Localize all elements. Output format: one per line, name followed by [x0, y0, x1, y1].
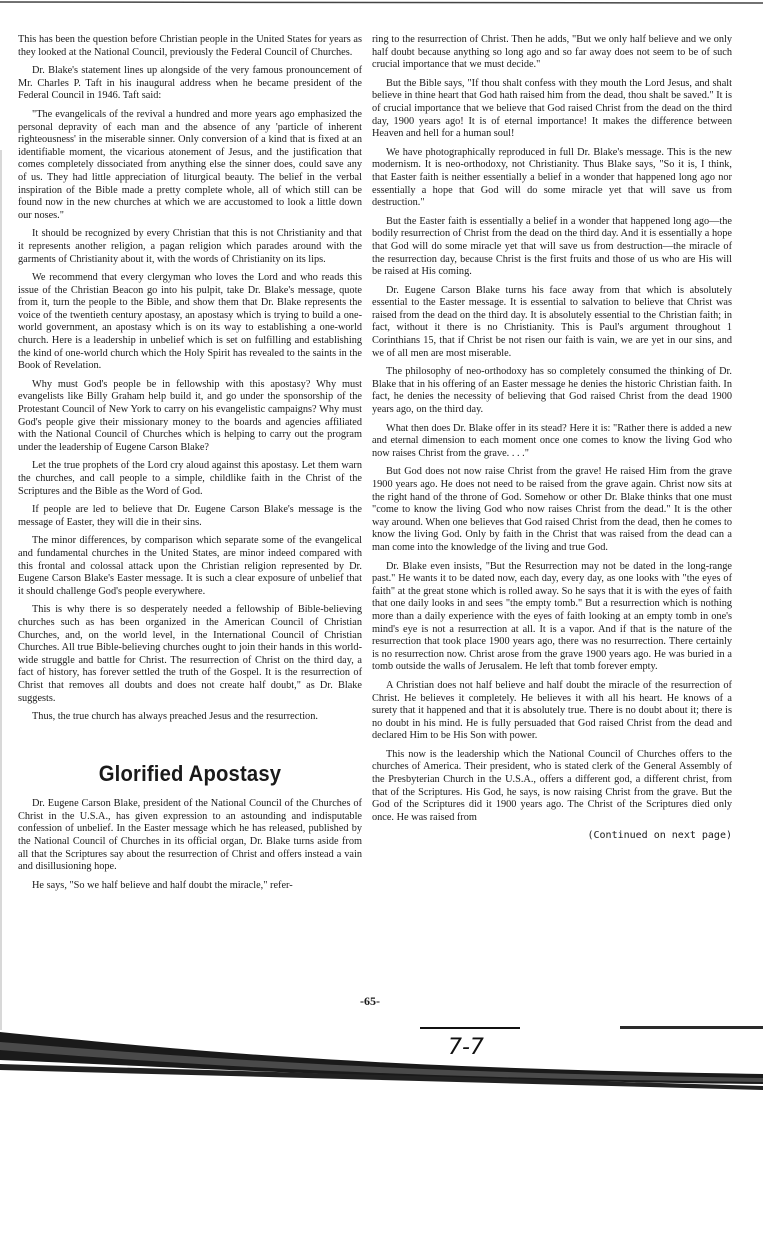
paragraph: Dr. Eugene Carson Blake, president of the National Council of the Churches of Christ in the U.S.A., has given expression to an astounding and indisputable confession of unbelief. In the Easter message which he has released, published by the National Council of Churches in its official organ, Dr. Blake turns aside from all that the Scriptures say about the resurrection of Christ and offers instead a vain and disillusioning hope.: [18, 798, 362, 873]
paragraph: But the Easter faith is essentially a belief in a wonder that happened long ago—the bodily resurrection of Christ from the dead on the third day. And it is essentially a hope that God will do some miracle yet that will save us from destruction—the miracle of the resurrection day, because Christ is the first fruits and those of us who are His will be raised at His coming.: [372, 215, 732, 278]
left-column: [18, 34, 362, 898]
left-margin-shadow: [0, 150, 2, 1050]
paragraph: This now is the leadership which the National Council of Churches offers to the churches of America. Their president, who is stated clerk of the General Assembly of the Presbyterian Church in the U.S.A., offers a different god, a different christ, from that of the Scriptures. His God, he says, is now raising Christ from the grave. But the God of the Scriptures did it 1900 years ago. The Christ of the Scriptures died only once. He was raised from: [372, 748, 732, 823]
paragraph: What then does Dr. Blake offer in its stead? Here it is: "Rather there is added a new and eternal dimension to each moment once one comes to know the living God who now raises Christ from the grave. . . .": [372, 422, 732, 459]
paragraph: But God does not now raise Christ from the grave! He raised Him from the grave 1900 years ago. He does not need to be raised from the grave again. Christ now sits at the right hand of the throne of God. Somehow or other Dr. Blake thinks that one must "come to know the living God who now raises Christ from the dead." It is the other way around. When one believes that God raised Christ from the dead, then he comes to know the living God. Only by faith in the Christ that was raised from the dead can a man come into the knowledge of the living and true God.: [372, 466, 732, 553]
paragraph: Dr. Blake's statement lines up alongside of the very famous pronouncement of Mr. Charles P. Taft in his inaugural address when he became president of the Federal Council in 1946. Taft said:: [18, 65, 362, 102]
paragraph: The minor differences, by comparison which separate some of the evangelical and fundamental churches in the United States, are minor indeed compared with this frontal and colossal attack upon the Christian religion represented by Dr. Eugene Carson Blake's Easter message. It is such a clear exposure of unbelief that it should challenge God's people everywhere.: [18, 535, 362, 597]
paragraph: "The evangelicals of the revival a hundred and more years ago emphasized the personal depravity of each man and the absence of any 'particle of inherent righteousness' in the miserable sinner. Only conversion of a kind that is fixed at an identifiable moment, the vicarious atonement of Jesus, and the justification that comes completely dissociated from anything else the sinner does, could save any of us. They had little appreciation of liturgical beauty. The belief in the verbal inspiration of the Bible made a pretty complete whole, all of which still can be found now in the new churches at which we are accustomed to look a little down our noses.": [18, 108, 362, 221]
paragraph: This has been the question before Christian people in the United States for years as they looked at the National Council, previously the Federal Council of Churches.: [18, 34, 362, 58]
paragraph: Why must God's people be in fellowship with this apostasy? Why must evangelists like Billy Graham help build it, and go under the sponsorship of the Protestant Council of New York to carry on his evangelistic campaigns? Why must God's people give their missionary money to the boards and agencies affiliated with the National Council of Churches which is helping to carry out the program under the leadership of Eugene Carson Blake?: [18, 378, 362, 453]
page-number: -65-: [360, 994, 380, 1008]
left-column-body: [18, 34, 362, 724]
paragraph: A Christian does not half believe and half doubt the miracle of the resurrection of Christ. He believes it completely. He believes it with all his heart. He knows of a surety that it happened and that it is absolutely true. There is no doubt about it; there is no doubt in his mind. He is fully persuaded that God raised Christ from the dead and declared Him to be His Son with power.: [372, 679, 732, 742]
paragraph: It should be recognized by every Christian that this is not Christianity and that it represents another religion, a pagan religion which parades around with the garments of Christianity about it, with the words of Christianity on its lips.: [18, 228, 362, 265]
paragraph: If people are led to believe that Dr. Eugene Carson Blake's message is the message of Easter, they will die in their sins.: [18, 504, 362, 528]
paragraph: Dr. Eugene Carson Blake turns his face away from that which is absolutely essential to the Easter message. It is essential to salvation to believe that Christ was raised from the dead on the third day. It is absolutely essential to the Christian faith; in fact, without it there is no Christianity. This is Paul's argument throughout 1 Corinthians 15, that if Christ be not risen our faith is vain, we are yet in our sins, and we of all men are most miserable.: [372, 284, 732, 359]
paragraph: This is why there is so desperately needed a fellowship of Bible-believing churches such as has been organized in the American Council of Christian Churches, and, on the world level, in the International Council of Christian Churches. All true Bible-believing churches ought to join their hands in this world-wide struggle and battle for Christ. The resurrection of Christ on the third day, a fact of history, has forever settled the truth of the Gospel. It is the resurrection of Christ that removes all doubts and does not create half doubt," as Dr. Blake suggests.: [18, 604, 362, 704]
top-rule: [0, 0, 763, 6]
paragraph: ring to the resurrection of Christ. Then he adds, "But we only half believe and we only half doubt because anything so long ago and so far away does not seem to be of such crucial importance that we must decide.": [372, 34, 732, 71]
paragraph: But the Bible says, "If thou shalt confess with they mouth the Lord Jesus, and shalt believe in thine heart that God hath raised him from the dead, thou shalt be saved." It is of crucial importance that we believe that God raised Christ from the dead on the third day, 1900 years ago! It is of eternal importance! It makes the difference between Heaven and hell for a human soul!: [372, 77, 732, 140]
paragraph: The philosophy of neo-orthodoxy has so completely consumed the thinking of Dr. Blake that in his offering of an Easter message he denies the historic Christian faith. In fact, he denies the necessity of believing that God raised Christ from the dead 1900 years ago, on the third day.: [372, 366, 732, 416]
paragraph: Let the true prophets of the Lord cry aloud against this apostasy. Let them warn the churches, and call people to a simple, childlike faith in the Christ of the Scriptures and the Bible as the Word of God.: [18, 460, 362, 497]
paragraph: Thus, the true church has always preached Jesus and the resurrection.: [32, 711, 318, 723]
article-heading: Glorified Apostasy: [98, 760, 282, 786]
paragraph: Dr. Blake even insists, "But the Resurrection may not be dated in the long-range past." He wants it to be dated now, each day, every day, as one looks with "the eyes of faith" at the great stone which is rolled away. So he says that it is with the eyes of faith that one daily looks in and sees "the empty tomb." But a resurrection which is nothing more than a daily experience with the eyes of faith looking at an empty tomb in one's mind's eye is not a resurrection at all. It is a vapor. And if that is the nature of the resurrection that took place 1900 years ago, there was no resurrection. There certainly is no resurrection now. Christ arose from the grave 1900 years ago. He was buried in a tomb outside the walls of Jerusalem. He left that tomb forever empty.: [372, 560, 732, 673]
footer-scan-band: [0, 1020, 763, 1100]
paragraph: We recommend that every clergyman who loves the Lord and who reads this issue of the Christian Beacon go into his pulpit, take Dr. Blake's message, quote from it, turn the people to the Bible, and show them that Dr. Blake represents the voice of the twentieth century apostasy, an apostasy which is trying to build a one-world government, an apostasy which is on its way to establishing a one-world church. Here is a leadership in unbelief which is set on fulfilling and establishing the kind of one-world church which the Holy Spirit has revealed to the saints in the Book of Revelation.: [18, 272, 362, 372]
paragraph: He says, "So we half believe and half doubt the miracle," refer-: [32, 879, 293, 891]
footer-mark: 7-7: [448, 1035, 484, 1060]
paragraph: We have photographically reproduced in full Dr. Blake's message. This is the new modernism. It is neo-orthodoxy, not Christianity. Thus Blake says, "So it is, I think, that Easter faith is neither essentially a belief in a wonder that happened long ago nor essentially a hope that God will do some miracle yet that will save us from destruction.": [372, 146, 732, 209]
article-intro: [18, 798, 362, 892]
right-column: [372, 34, 732, 843]
continued-note: (Continued on next page): [587, 830, 732, 842]
right-column-body: [372, 34, 732, 824]
